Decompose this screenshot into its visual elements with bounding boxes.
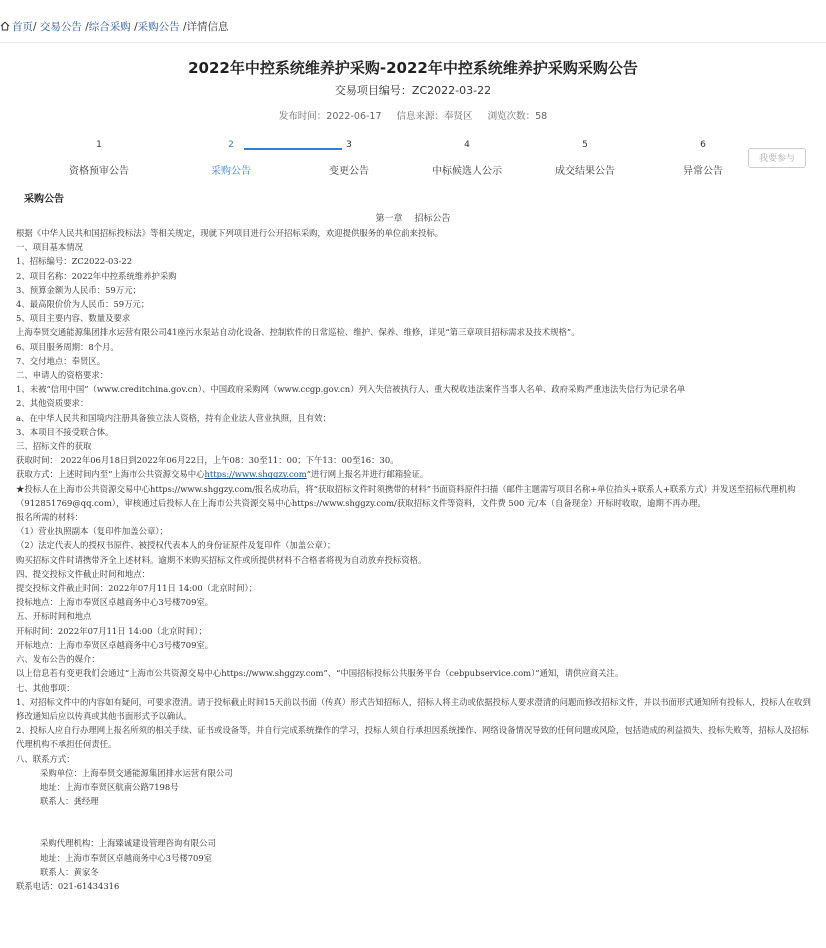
text-line: 报名所需的材料： bbox=[16, 512, 83, 523]
text-line: 获取方式：上述时间内至“上海市公共资源交易中心https://www.shggzy.com”进行网上报名并进行邮箱验证。 bbox=[16, 469, 429, 480]
breadcrumb-procurement-notice-link[interactable]: 采购公告 bbox=[137, 21, 180, 33]
step-prequalification[interactable]: 1 资格预审公告 bbox=[69, 140, 129, 177]
text-line: 八、联系方式： bbox=[16, 753, 75, 764]
section-title: 采购公告 bbox=[24, 194, 64, 205]
text-line: 3、本项目不接受联合体。 bbox=[16, 426, 114, 437]
text-line: 地址：上海市奉贤区卓越商务中心3号楼709室 bbox=[40, 852, 213, 863]
info-source: 信息来源：奉贤区 bbox=[396, 111, 473, 122]
text-line: 四、提交投标文件截止时间和地点： bbox=[16, 568, 150, 579]
join-button[interactable]: 我要参与 bbox=[748, 148, 806, 168]
text-line: （1）营业执照副本（复印件加盖公章）； bbox=[16, 526, 168, 537]
notice-body bbox=[16, 226, 816, 893]
step-change-notice[interactable]: 3 变更公告 bbox=[329, 140, 369, 177]
breadcrumb-trade-notice-link[interactable]: 交易公告 bbox=[39, 21, 82, 33]
text-line: 上海奉贤交通能源集团排水运营有限公司41座污水泵站自动化设备、控制软件的日常巡检、维护、保养、维修，详见“第三章项目招标需求及技术规格”。 bbox=[16, 327, 580, 338]
text-line: 提交投标文件截止时间：2022年07月11日 14:00（北京时间）； bbox=[16, 583, 258, 594]
text-line: 六、发布公告的媒介： bbox=[16, 654, 100, 665]
text-line: a、在中华人民共和国境内注册具备独立法人资格，持有企业法人营业执照，且有效； bbox=[16, 412, 331, 423]
breadcrumb: 首页/ 交易公告 /综合采购 /采购公告 /详情信息 bbox=[0, 19, 229, 34]
text-line: 获取时间： 2022年06月18日到2022年06月22日，上午08：30至11：00；下午13：00至16：30。 bbox=[16, 455, 399, 466]
text-line: 采购单位：上海奉贤交通能源集团排水运营有限公司 bbox=[40, 767, 233, 778]
page-title: 2022年中控系统维养护采购-2022年中控系统维养护采购采购公告 bbox=[188, 59, 638, 77]
step-winning-candidate[interactable]: 4 中标候选人公示 bbox=[432, 140, 502, 177]
breadcrumb-comprehensive-procurement-link[interactable]: 综合采购 bbox=[88, 21, 131, 33]
home-icon bbox=[0, 21, 10, 31]
view-count: 浏览次数：58 bbox=[487, 111, 548, 122]
text-line: 开标时间：2022年07月11日 14:00（北京时间）； bbox=[16, 625, 207, 636]
meta-info bbox=[0, 108, 826, 122]
text-line: 三、招标文件的获取 bbox=[16, 441, 92, 452]
text-line: ★投标人在上海市公共资源交易中心https://www.shggzy.com/报名成功后，将“获取招标文件时须携带的材料”书面资料原件扫描（邮件主题需写项目名称+单位抬头+联系人+联系方式）并发送至招标代理机构（912851769@qq.com），审核通过后投标人在上海市公共资源交易中心https://www.shggzy.com/获取招标文件等资料，文件费 500 元/本（自备现金）开标时收取，逾期不再办理。 bbox=[16, 483, 796, 508]
text-line: 根据《中华人民共和国招标投标法》等相关规定，现就下列项目进行公开招标采购，欢迎提供服务的单位前来投标。 bbox=[16, 228, 444, 238]
publish-time: 发布时间：2022-06-17 bbox=[278, 111, 382, 122]
chapter-heading: 第一章 招标公告 bbox=[375, 214, 451, 224]
text-line: 联系人：黄家冬 bbox=[40, 866, 99, 877]
step-exception-notice[interactable]: 6 异常公告 bbox=[683, 140, 723, 177]
text-line: 七、其他事项： bbox=[16, 682, 75, 693]
text-line: 1、招标编号：ZC2022-03-22 bbox=[16, 256, 133, 267]
text-line: 地址：上海市奉贤区航南公路7198号 bbox=[40, 781, 179, 792]
shggzy-link[interactable]: https://www.shggzy.com bbox=[204, 469, 307, 480]
text-line: 1、对招标文件中的内容如有疑问，可要求澄清。请于投标截止时间15天前以书面（传真）形式告知招标人，招标人将主动或依据投标人要求澄清的问题而修改招标文件，并以书面形式通知所有投标人，投标人在收到修改通知后应以传真或其他书面形式予以确认。 bbox=[16, 696, 811, 721]
text-line: 二、申请人的资格要求： bbox=[16, 370, 109, 381]
text-line: 购买招标文件时请携带齐全上述材料。逾期不来购买招标文件或所提供材料不合格者将视为自动放弃投标资格。 bbox=[16, 554, 427, 565]
breadcrumb-current: 详情信息 bbox=[186, 21, 229, 33]
text-line: （2）法定代表人的授权书原件、被授权代表本人的身份证原件及复印件（加盖公章）； bbox=[16, 540, 336, 551]
step-result-notice[interactable]: 5 成交结果公告 bbox=[555, 140, 615, 177]
text-line: 一、项目基本情况 bbox=[16, 242, 83, 253]
header-divider bbox=[0, 42, 826, 43]
project-number: 交易项目编号：ZC2022-03-22 bbox=[334, 84, 492, 97]
text-line: 联系电话：021-61434316 bbox=[16, 880, 120, 891]
step-procurement-notice[interactable]: 2 采购公告 bbox=[211, 140, 251, 177]
text-line: 2、投标人应自行办理网上报名所须的相关手续、证书或设备等，并自行完成系统操作的学习，投标人须自行承担因系统操作、网络设备情况导致的任何问题或风险，包括造成的利益损失、投标失败等，招标人及招标代理机构不承担任何责任。 bbox=[16, 725, 809, 750]
text-line: 4、最高限价价为人民币：59万元； bbox=[16, 299, 150, 310]
text-line: 7、交付地点：奉贤区。 bbox=[16, 355, 106, 366]
text-line: 五、开标时间和地点 bbox=[16, 611, 92, 622]
text-line: 以上信息若有变更我们会通过“上海市公共资源交易中心https://www.shggzy.com”、“中国招标投标公共服务平台（cebpubservice.com）”通知，请供应商关注。 bbox=[16, 668, 624, 679]
breadcrumb-home-link[interactable]: 首页 bbox=[12, 21, 33, 33]
text-line: 6、项目服务周期：8个月。 bbox=[16, 341, 119, 352]
text-line: 3、预算金额为人民币：59万元； bbox=[16, 284, 141, 295]
text-line: 5、项目主要内容、数量及要求 bbox=[16, 313, 131, 324]
text-line: 开标地点：上海市奉贤区卓越商务中心3号楼709室。 bbox=[16, 639, 214, 650]
text-line: 联系人：龚经理 bbox=[40, 796, 99, 807]
text-line: 2、其他资质要求： bbox=[16, 398, 89, 409]
text-line: 1、未被“信用中国”（www.creditchina.gov.cn）、中国政府采购网（www.ccgp.gov.cn）列入失信被执行人、重大税收违法案件当事人名单、政府采购严重违法失信行为记录名单 bbox=[16, 384, 686, 395]
text-line: 2、项目名称：2022年中控系统维养护采购 bbox=[16, 270, 177, 281]
text-line: 采购代理机构：上海臻诚建设管理咨询有限公司 bbox=[40, 838, 216, 849]
process-steps bbox=[40, 140, 750, 180]
text-line: 投标地点：上海市奉贤区卓越商务中心3号楼709室。 bbox=[16, 597, 214, 608]
